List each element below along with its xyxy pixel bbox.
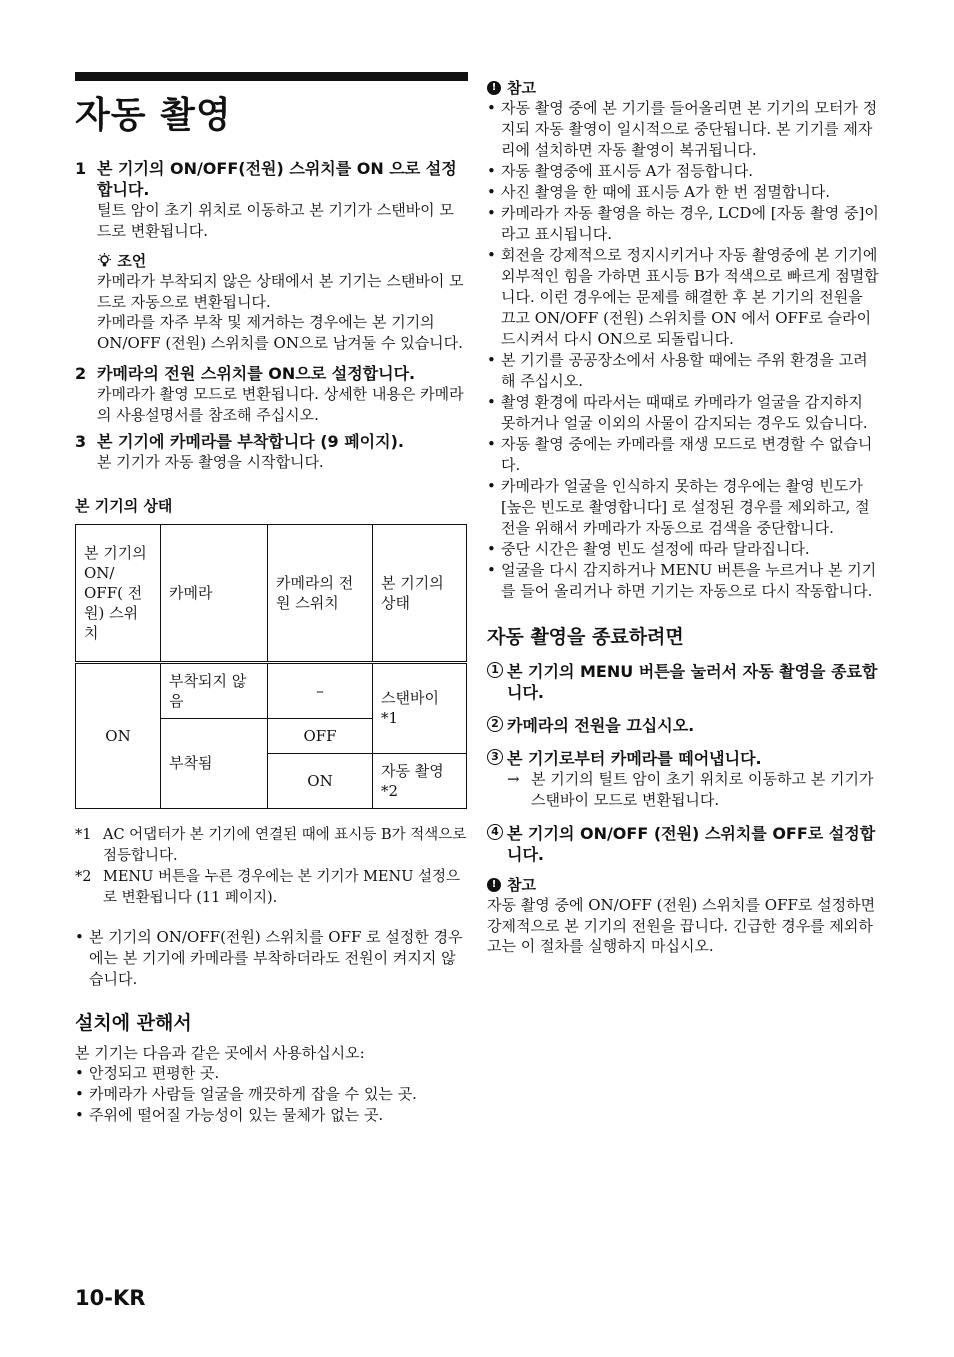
note-heading — [487, 78, 879, 98]
step-number: 1 — [75, 159, 87, 178]
list-item: • 중단 시간은 촬영 빈도 설정에 따라 달라집니다. — [487, 539, 879, 560]
footnote — [75, 867, 468, 909]
table-header-cell: 본 기기의 ON/ OFF( 전원) 스위치 — [76, 524, 161, 662]
list-item: • 주위에 떨어질 가능성이 있는 물체가 없는 곳. — [75, 1105, 468, 1126]
step-number: 1 — [487, 662, 503, 678]
install-list — [75, 1063, 468, 1126]
list-item: • 회전을 강제적으로 정지시키거나 자동 촬영중에 본 기기에 외부적인 힘을 가하면 표시등 B가 적색으로 빠르게 점멸합니다. 이런 경우에는 문제를 해결한 후 본 기기의 전원을 끄고 ON/OFF (전원) 스위치를 ON 에서 OFF로 슬라이드시켜서 다시 ON으로 되돌립니다. — [487, 245, 879, 350]
title-bar — [75, 72, 468, 81]
list-item: • 안정되고 편평한 곳. — [75, 1063, 468, 1084]
page-title: 자동 촬영 — [75, 95, 232, 136]
step-body: 본 기기가 자동 촬영을 시작합니다. — [97, 453, 324, 471]
table-cell: ON — [76, 662, 161, 808]
table-header-cell: 카메라의 전원 스위치 — [268, 524, 373, 662]
end-step-3 — [487, 748, 879, 811]
install-heading: 설치에 관해서 — [75, 1011, 192, 1034]
table-cell: – — [268, 662, 373, 718]
step-result-text: 본 기기의 틸트 암이 초기 위치로 이동하고 본 기기가 스탠바이 모드로 변환됩니다. — [531, 770, 874, 809]
note-heading — [487, 875, 879, 895]
left-bullet-list — [75, 927, 468, 990]
step-number: 2 — [487, 716, 503, 732]
table-cell: 자동 촬영*2 — [373, 753, 467, 808]
tip-line: 카메라가 부착되지 않은 상태에서 본 기기는 스탠바이 모드로 자동으로 변환됩니다. — [97, 272, 464, 311]
step-number: 2 — [75, 364, 87, 383]
list-item: • 본 기기의 ON/OFF(전원) 스위치를 OFF 로 설정한 경우에는 본 기기에 카메라를 부착하더라도 전원이 켜지지 않습니다. — [75, 927, 468, 990]
tip-heading — [97, 251, 468, 271]
list-item: • 얼굴을 다시 감지하거나 MENU 버튼을 누르거나 본 기기를 들어 올리거나 하면 기기는 자동으로 다시 작동합니다. — [487, 560, 879, 602]
tip-box — [97, 251, 468, 353]
footnote-mark: *1 — [75, 826, 92, 843]
footnotes — [75, 825, 468, 909]
list-item: • 카메라가 자동 촬영을 하는 경우, LCD에 [자동 촬영 중]이라고 표시됩니다. — [487, 203, 879, 245]
note-icon: ! — [487, 878, 501, 892]
step-heading: 카메라의 전원 스위치를 ON으로 설정합니다. — [97, 364, 416, 383]
step-heading: 카메라의 전원을 끄십시오. — [507, 716, 695, 735]
step-heading: 본 기기에 카메라를 부착합니다 (9 페이지). — [97, 432, 404, 451]
step-1 — [75, 158, 468, 241]
step-body: 틸트 암이 초기 위치로 이동하고 본 기기가 스탠바이 모드로 변환됩니다. — [97, 201, 454, 240]
end-section-heading: 자동 촬영을 종료하려면 — [487, 626, 684, 648]
footnote — [75, 825, 468, 867]
table-cell: ON — [268, 753, 373, 808]
list-item: • 카메라가 사람들 얼굴을 깨끗하게 잡을 수 있는 곳. — [75, 1084, 468, 1105]
table-header-cell: 카메라 — [161, 524, 268, 662]
end-step-1 — [487, 661, 879, 703]
end-step-4 — [487, 823, 879, 865]
note-text: 자동 촬영 중에 ON/OFF (전원) 스위치를 OFF로 설정하면 강제적으로 본 기기의 전원을 끕니다. 긴급한 경우를 제외하고는 이 절차를 실행하지 마십시오. — [487, 896, 876, 955]
step-number: 3 — [487, 749, 503, 765]
tip-label: 조언 — [117, 252, 147, 270]
step-number: 4 — [487, 824, 503, 840]
table-cell: 스탠바이 *1 — [373, 662, 467, 753]
step-3 — [75, 431, 468, 473]
tip-line: 카메라를 자주 부착 및 제거하는 경우에는 본 기기의 ON/OFF (전원) 스위치를 ON으로 남겨둘 수 있습니다. — [97, 313, 463, 352]
arrow-icon: → — [507, 770, 520, 788]
status-table — [75, 524, 467, 809]
step-heading: 본 기기의 ON/OFF (전원) 스위치를 OFF로 설정합니다. — [507, 824, 876, 864]
page-number: 10-KR — [75, 1286, 146, 1310]
table-header-cell: 본 기기의 상태 — [373, 524, 467, 662]
right-column — [487, 78, 879, 957]
step-body: 카메라가 촬영 모드로 변환됩니다. 상세한 내용은 카메라의 사용설명서를 참조해 주십시오. — [97, 385, 464, 424]
step-2 — [75, 363, 468, 425]
step-number: 3 — [75, 432, 87, 451]
lightbulb-icon — [97, 253, 112, 268]
step-heading: 본 기기로부터 카메라를 떼어냅니다. — [507, 749, 762, 768]
footnote-mark: *2 — [75, 868, 92, 885]
step-result — [507, 769, 879, 811]
note-icon: ! — [487, 81, 501, 95]
list-item: • 자동 촬영중에 표시등 A가 점등합니다. — [487, 161, 879, 182]
end-step-2 — [487, 715, 879, 736]
footnote-text: AC 어댑터가 본 기기에 연결된 때에 표시등 B가 적색으로 점등합니다. — [103, 826, 467, 864]
list-item: • 본 기기를 공공장소에서 사용할 때에는 주위 환경을 고려해 주십시오. — [487, 350, 879, 392]
install-intro: 본 기기는 다음과 같은 곳에서 사용하십시오: — [75, 1043, 365, 1062]
list-item: • 자동 촬영 중에는 카메라를 재생 모드로 변경할 수 없습니다. — [487, 434, 879, 476]
note-label: 참고 — [507, 79, 536, 97]
step-heading: 본 기기의 MENU 버튼을 눌러서 자동 촬영을 종료합니다. — [507, 662, 878, 702]
note-label: 참고 — [507, 876, 536, 894]
table-row — [76, 662, 467, 718]
table-cell: 부착됨 — [161, 718, 268, 808]
step-heading: 본 기기의 ON/OFF(전원) 스위치를 ON 으로 설정합니다. — [97, 159, 457, 199]
table-cell: 부착되지 않음 — [161, 662, 268, 718]
table-header-row — [76, 524, 467, 662]
list-item: • 자동 촬영 중에 본 기기를 들어올리면 본 기기의 모터가 정지되 자동 촬영이 일시적으로 중단됩니다. 본 기기를 제자리에 설치하면 자동 촬영이 복귀됩니다. — [487, 98, 879, 161]
list-item: • 사진 촬영을 한 때에 표시등 A가 한 번 점멸합니다. — [487, 182, 879, 203]
status-table-heading: 본 기기의 상태 — [75, 496, 173, 515]
footnote-text: MENU 버튼을 누른 경우에는 본 기기가 MENU 설정으로 변환됩니다 (11 페이지). — [103, 868, 461, 906]
table-cell: OFF — [268, 718, 373, 753]
list-item: • 카메라가 얼굴을 인식하지 못하는 경우에는 촬영 빈도가 [높은 빈도로 촬영합니다] 로 설정된 경우를 제외하고, 절전을 위해서 카메라가 자동으로 검색을 중단합니다. — [487, 476, 879, 539]
left-column — [75, 72, 468, 1126]
note-list — [487, 98, 879, 602]
list-item: • 촬영 환경에 따라서는 때때로 카메라가 얼굴을 감지하지 못하거나 얼굴 이외의 사물이 감지되는 경우도 있습니다. — [487, 392, 879, 434]
